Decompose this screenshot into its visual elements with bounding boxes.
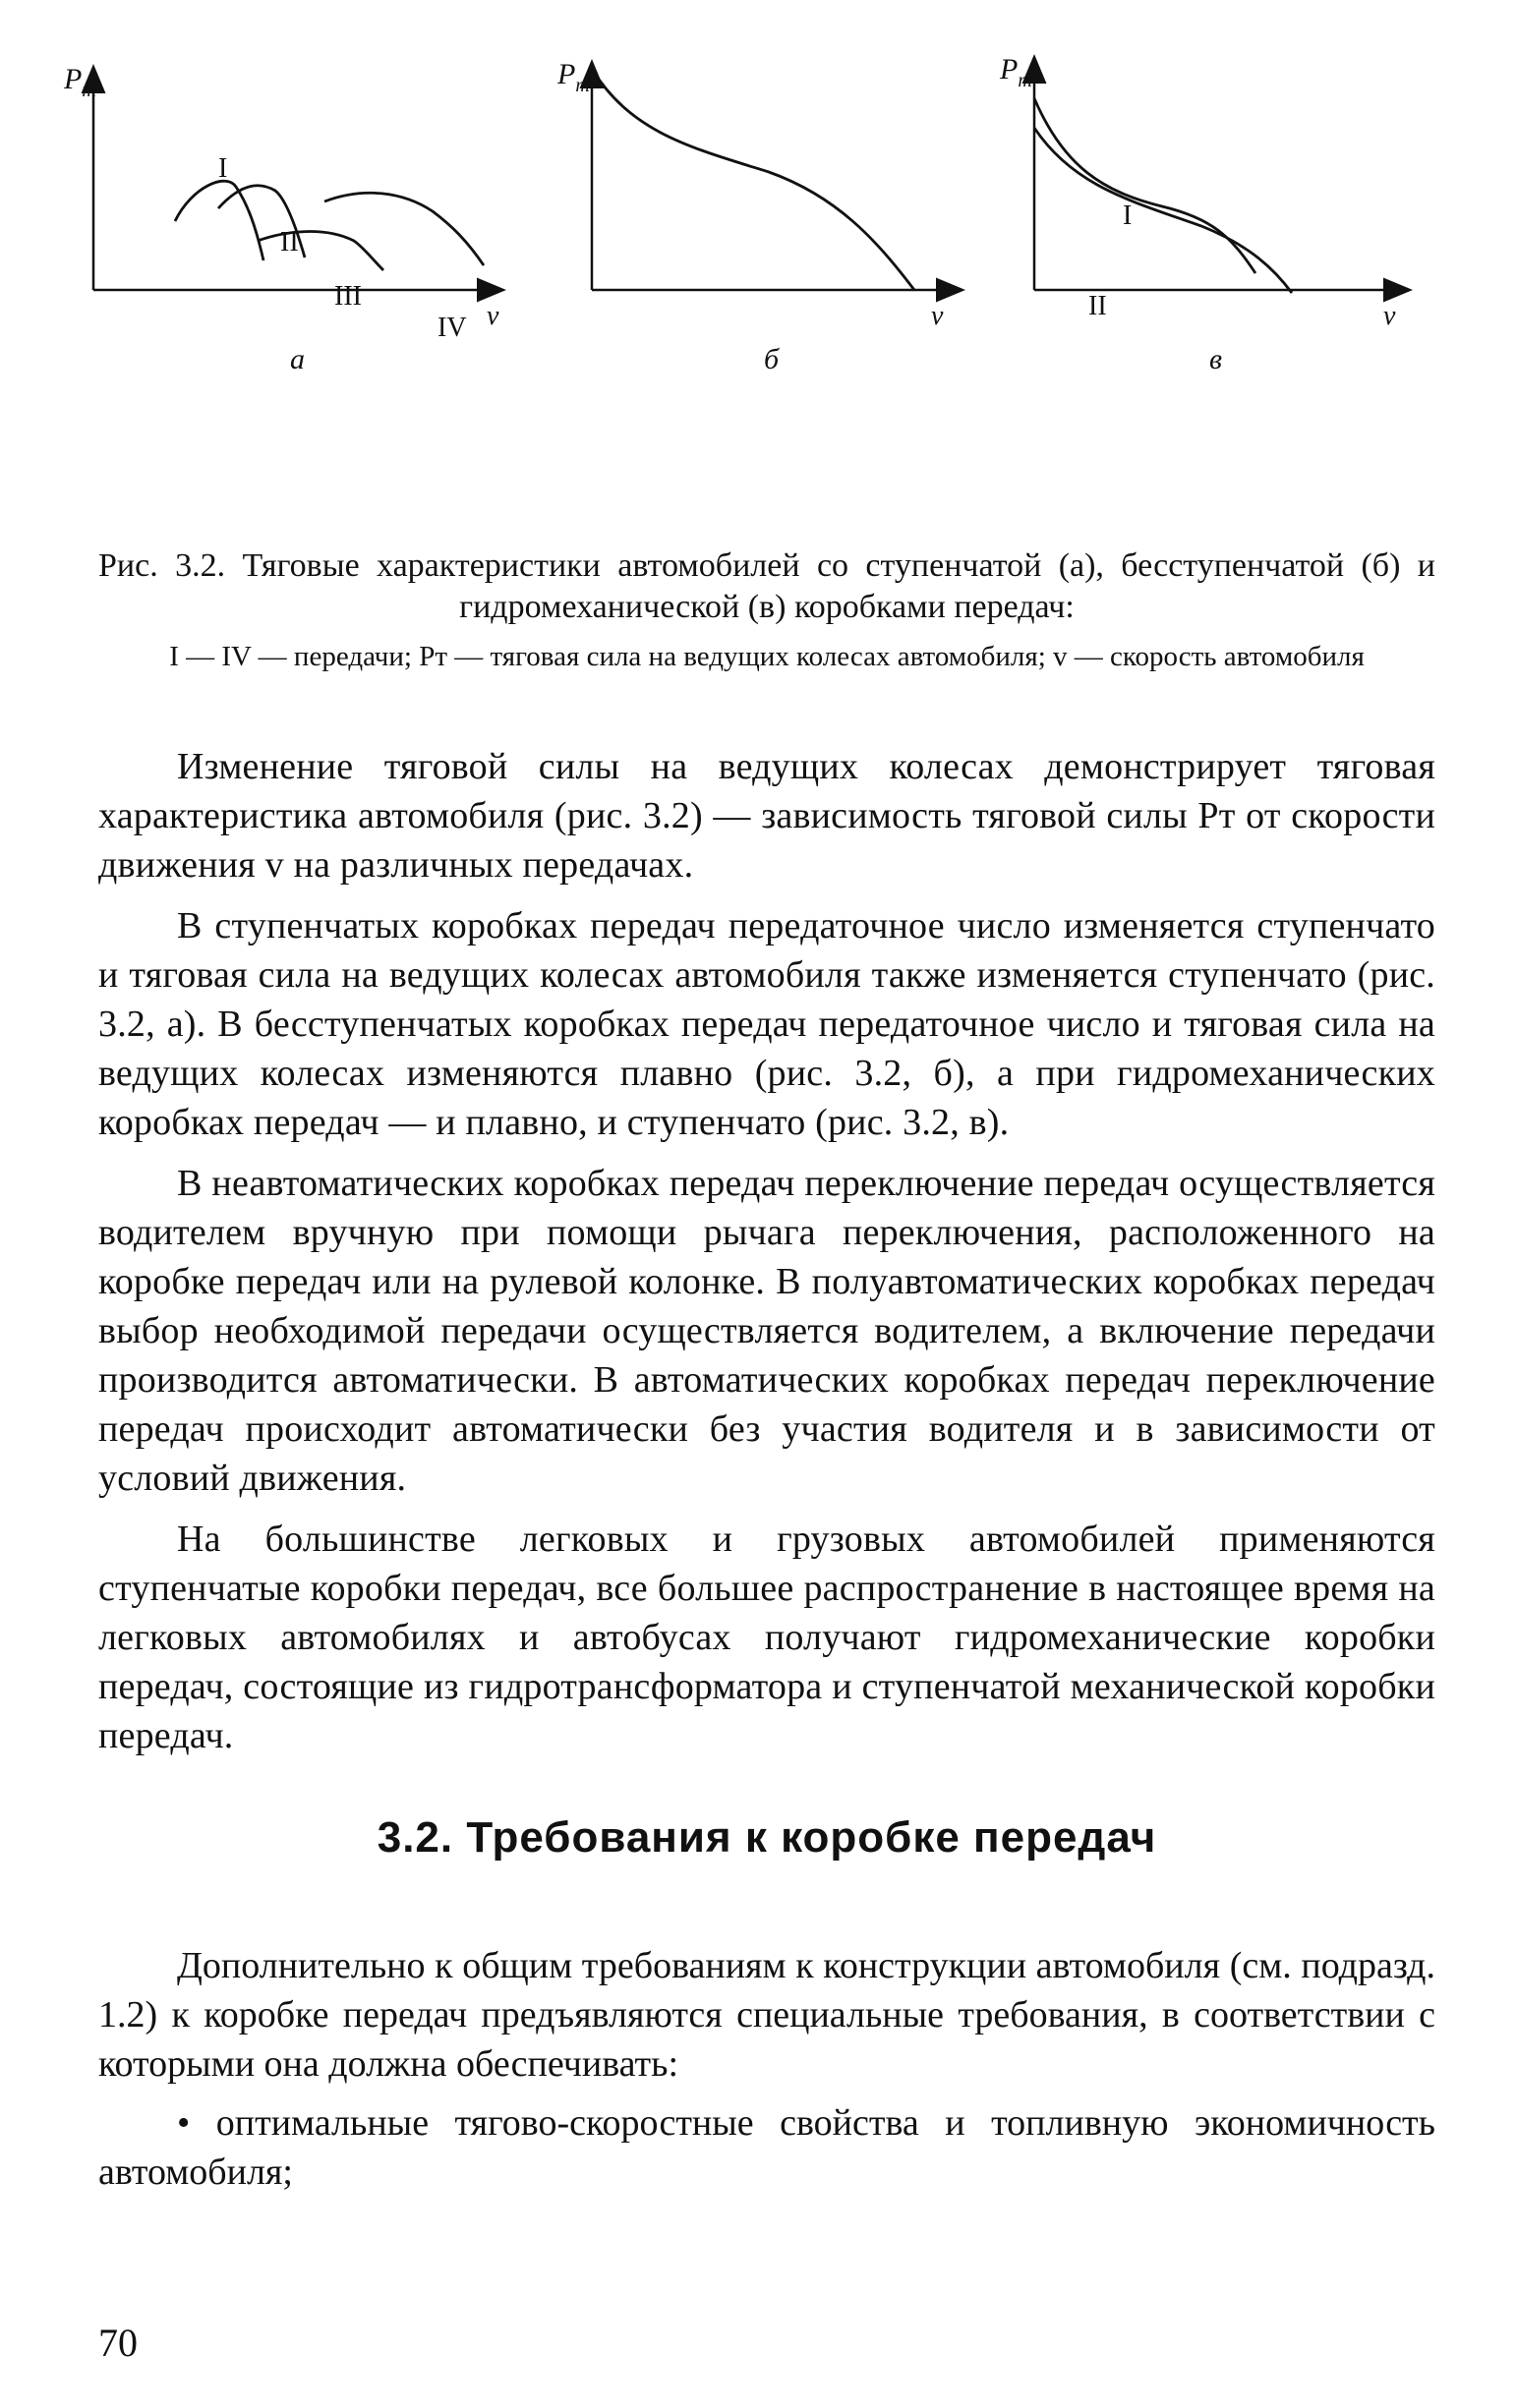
panel-v xyxy=(999,53,1408,375)
figure-3-2 xyxy=(64,53,1435,541)
panel-a-ylabel: $P_т$ xyxy=(64,63,96,101)
panel-v-curve-I xyxy=(1034,98,1255,273)
caption-legend: I — IV — передачи; Pт — тяговая сила на ведущих колесах автомобиля; v — скорость автомобиля xyxy=(169,641,1365,672)
panel-v-label: в xyxy=(1209,343,1223,375)
paragraph: На большинстве легковых и грузовых автомобилей применяются ступенчатые коробки передач, все большее распространение в настоящее время на легковых автомобилях и автобусах получают гидромеханические коробки передач, состоящие из гидротрансформатора и ступенчатой механической коробки передач. xyxy=(98,1519,1435,1756)
section-body xyxy=(98,1941,1435,2207)
panel-a-series-III: III xyxy=(334,281,362,312)
panel-b-label: б xyxy=(764,343,780,375)
bullet-item: • оптимальные тягово-скоростные свойства и топливную экономичность автомобиля; xyxy=(98,2102,1435,2193)
panel-b-ylabel: $P_т$ xyxy=(557,58,590,96)
panel-b-xlabel: v xyxy=(931,301,944,331)
panel-b xyxy=(556,58,961,375)
panel-a xyxy=(63,63,501,375)
panel-v-xlabel: v xyxy=(1383,301,1396,331)
paragraph: Дополнительно к общим требованиям к конструкции автомобиля (см. подразд. 1.2) к коробке передач предъявляются специальные требования, в соответствии с которыми она должна обеспечивать: xyxy=(98,1945,1435,2085)
paragraph: Изменение тяговой силы на ведущих колесах демонстрирует тяговая характеристика автомобиля (рис. 3.2) — зависимость тяговой силы Pт от скорости движения v на различных передачах. xyxy=(98,746,1435,886)
paragraph: В неавтоматических коробках передач переключение передач осуществляется водителем вручную при помощи рычага переключения, расположенного на коробке передач или на рулевой колонке. В полуавтоматических коробках передач выбор необходимой передачи осуществляется водителем, а включение передачи производится автоматически. В автоматических коробках передач переключение передач происходит автоматически без участия водителя и в зависимости от условий движения. xyxy=(98,1163,1435,1499)
panel-v-ylabel: $P_т$ xyxy=(1000,53,1032,91)
panel-a-series-I: I xyxy=(218,153,228,184)
body-text xyxy=(98,742,1435,1772)
caption-main: Рис. 3.2. Тяговые характеристики автомобилей со ступенчатой (а), бесступенчатой (б) и гидромеханической (в) коробками передач: xyxy=(98,547,1435,625)
panel-v-series-II: II xyxy=(1088,291,1107,321)
panel-a-label: а xyxy=(290,343,305,375)
panel-a-curve-IV xyxy=(324,193,484,265)
panel-b-curve xyxy=(592,69,914,290)
paragraph: В ступенчатых коробках передач передаточное число изменяется ступенчато и тяговая сила на ведущих колесах автомобиля также изменяется ступенчато (рис. 3.2, а). В бесступенчатых коробках передач передаточное число и тяговая сила на ведущих колесах изменяются плавно (рис. 3.2, б), а при гидромеханических коробках передач — и плавно, и ступенчато (рис. 3.2, в). xyxy=(98,905,1435,1143)
page-number: 70 xyxy=(98,2321,138,2365)
panel-a-curve-I xyxy=(175,181,263,260)
panel-a-series-II: II xyxy=(280,227,299,258)
section-title: 3.2. Требования к коробке передач xyxy=(377,1813,1157,1862)
panel-v-series-I: I xyxy=(1123,201,1133,231)
figure-svg xyxy=(64,53,1435,541)
panel-a-series-IV: IV xyxy=(437,313,467,343)
panel-a-curve-III xyxy=(258,232,383,270)
panel-a-xlabel: v xyxy=(487,301,499,331)
figure-caption xyxy=(98,545,1435,675)
